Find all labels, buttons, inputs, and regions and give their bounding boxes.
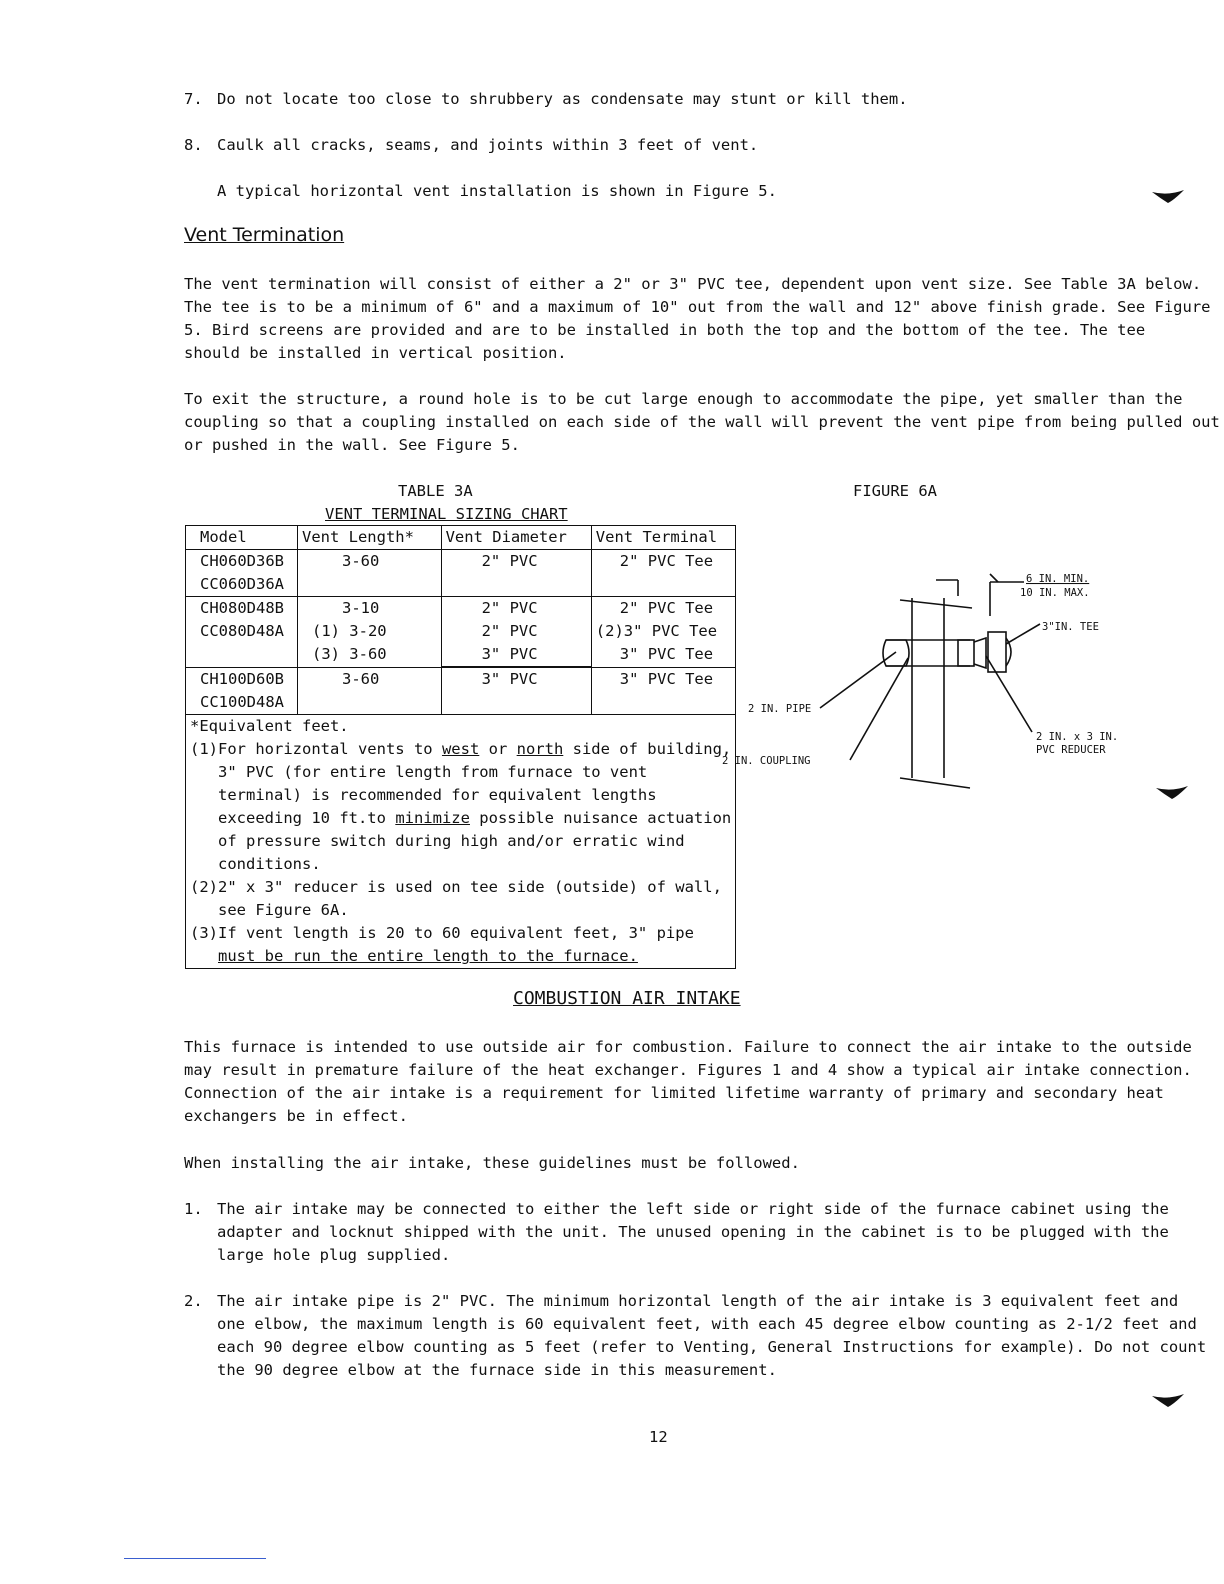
table-label: TABLE 3A	[398, 482, 473, 500]
note-1-line: 3" PVC (for entire length from furnace to vent	[218, 763, 648, 781]
list-number: 7.	[184, 90, 203, 108]
table-row	[186, 550, 736, 597]
leader-reducer	[986, 656, 1032, 732]
text-line: The air intake pipe is 2" PVC. The minimum horizontal length of the air intake is 3 equivalent feet and	[217, 1292, 1179, 1310]
note-emphasis: north	[516, 740, 564, 758]
table-header-row	[186, 526, 736, 550]
table-row	[186, 668, 736, 715]
header-vent-terminal: Vent Terminal	[591, 526, 736, 550]
text-line: This furnace is intended to use outside air for combustion. Failure to connect the air intake to the outside	[184, 1038, 1192, 1056]
wall-bottom-line	[900, 778, 970, 788]
model-cell: CH100D60B	[200, 670, 284, 688]
length-cell: (1) 3-20	[311, 622, 387, 640]
list-number: 8.	[184, 136, 203, 154]
note-text: possible nuisance actuation	[469, 809, 732, 827]
tee-body	[988, 632, 1006, 672]
diameter-cell: 2" PVC	[481, 622, 538, 640]
note-text: (1)For horizontal vents to	[190, 740, 442, 758]
label-coupling: 2 IN. COUPLING	[722, 755, 811, 767]
note-3: (3)If vent length is 20 to 60 equivalent feet, 3" pipe	[190, 924, 694, 942]
model-cell: CC060D36A	[200, 575, 284, 593]
list-text: Do not locate too close to shrubbery as condensate may stunt or kill them.	[217, 90, 908, 108]
length-cell: 3-60	[341, 552, 380, 570]
note-1	[190, 738, 731, 761]
text-line: adapter and locknut shipped with the unit. The unused opening in the cabinet is to be plugged with the	[217, 1223, 1169, 1241]
margin-mark-icon	[1152, 1394, 1184, 1408]
text-line: The tee is to be a minimum of 6" and a maximum of 10" out from the wall and 12" above finish grade. See Figure	[184, 298, 1211, 316]
model-cell: CC100D48A	[200, 693, 284, 711]
model-cell: CH080D48B	[200, 599, 284, 617]
diameter-cell: 2" PVC	[481, 552, 538, 570]
text-line: 5. Bird screens are provided and are to be installed in both the top and the bottom of the tee. The tee	[184, 321, 1146, 339]
terminal-cell: 3" PVC Tee	[619, 670, 714, 688]
section-heading-vent-termination: Vent Termination	[184, 224, 345, 246]
label-min: 6 IN. MIN.	[1026, 573, 1090, 585]
list-item-8	[184, 134, 759, 157]
text-line: Connection of the air intake is a requirement for limited lifetime warranty of primary and secondary heat	[184, 1084, 1164, 1102]
header-vent-diameter: Vent Diameter	[441, 526, 591, 550]
note-emphasis: minimize	[395, 809, 470, 827]
wall-top-line	[900, 600, 972, 608]
note-3-line: must be run the entire length to the furnace.	[218, 947, 638, 965]
diameter-cell: 3" PVC	[442, 643, 591, 667]
note-1-line: terminal) is recommended for equivalent lengths	[218, 786, 657, 804]
label-pipe: 2 IN. PIPE	[748, 703, 812, 715]
diameter-cell: 2" PVC	[481, 599, 538, 617]
note-1-line: of pressure switch during high and/or erratic wind	[218, 832, 685, 850]
margin-mark-icon	[1156, 786, 1188, 800]
length-cell: (3) 3-60	[311, 645, 387, 663]
text-line: each 90 degree elbow counting as 5 feet (refer to Venting, General Instructions for example). Do not count	[217, 1338, 1207, 1356]
note-1-line	[190, 807, 731, 830]
header-model: Model	[186, 526, 298, 550]
text-line: To exit the structure, a round hole is to be cut large enough to accommodate the pipe, yet smaller than the	[184, 390, 1183, 408]
combustion-item-1	[217, 1198, 1169, 1267]
combustion-paragraph-1	[184, 1036, 1192, 1128]
note-1-line: conditions.	[218, 855, 321, 873]
note-emphasis: west	[441, 740, 480, 758]
section-heading-combustion-air-intake: COMBUSTION AIR INTAKE	[513, 988, 741, 1009]
vent-termination-paragraph-1	[184, 273, 1211, 365]
label-tee: 3"IN. TEE	[1042, 621, 1099, 633]
diameter-cell: 3" PVC	[481, 670, 538, 688]
note-2-line: see Figure 6A.	[218, 901, 349, 919]
table-row	[186, 597, 736, 668]
note-text: or	[479, 740, 517, 758]
label-reducer-line-2: PVC REDUCER	[1036, 744, 1106, 756]
table-title: VENT TERMINAL SIZING CHART	[325, 505, 568, 523]
label-reducer-line-1: 2 IN. x 3 IN.	[1036, 731, 1119, 743]
model-cell: CC080D48A	[200, 622, 284, 640]
terminal-cell: 2" PVC Tee	[619, 599, 714, 617]
terminal-cell: (2)3" PVC Tee	[595, 622, 718, 640]
text-line: large hole plug supplied.	[217, 1246, 451, 1264]
table-notes-row	[186, 715, 736, 969]
margin-mark-icon	[1152, 190, 1184, 204]
text-line: exchangers be in effect.	[184, 1107, 408, 1125]
terminal-cell: 3" PVC Tee	[619, 645, 714, 663]
header-vent-length: Vent Length*	[297, 526, 441, 550]
page-number: 12	[649, 1428, 668, 1446]
combustion-paragraph-2: When installing the air intake, these guidelines must be followed.	[184, 1154, 800, 1172]
terminal-cell: 2" PVC Tee	[619, 552, 714, 570]
text-line: the 90 degree elbow at the furnace side in this measurement.	[217, 1361, 777, 1379]
figure-label: FIGURE 6A	[853, 482, 937, 500]
list-number: 2.	[184, 1292, 203, 1310]
figure5-reference: A typical horizontal vent installation is shown in Figure 5.	[217, 182, 777, 200]
note-text: side of building,	[563, 740, 732, 758]
text-line: The air intake may be connected to either the left side or right side of the furnace cabinet using the	[217, 1200, 1169, 1218]
length-cell: 3-60	[341, 670, 380, 688]
text-line: may result in premature failure of the heat exchanger. Figures 1 and 4 show a typical air intake connection.	[184, 1061, 1192, 1079]
text-line: coupling so that a coupling installed on each side of the wall will prevent the vent pipe from being pulled out	[184, 413, 1220, 431]
leader-tee	[1006, 624, 1040, 644]
list-text: Caulk all cracks, seams, and joints within 3 feet of vent.	[217, 136, 759, 154]
model-cell: CH060D36B	[200, 552, 284, 570]
text-line: The vent termination will consist of either a 2" or 3" PVC tee, dependent upon vent size. See Table 3A below.	[184, 275, 1202, 293]
model-cell	[200, 643, 293, 666]
text-line: one elbow, the maximum length is 60 equivalent feet, with each 45 degree elbow counting as 2-1/2 feet and	[217, 1315, 1197, 1333]
length-cell: 3-10	[341, 599, 380, 617]
reducer-shape	[974, 638, 986, 668]
leader-coupling	[850, 658, 908, 760]
note-2: (2)2" x 3" reducer is used on tee side (outside) of wall,	[190, 878, 722, 896]
note-equivalent: *Equivalent feet.	[190, 717, 349, 735]
dim-arrow	[990, 574, 998, 582]
figure-6a-diagram	[700, 560, 1160, 800]
combustion-item-2	[217, 1290, 1207, 1382]
note-text: exceeding 10 ft.to	[218, 809, 396, 827]
list-number: 1.	[184, 1200, 203, 1218]
label-max: 10 IN. MAX.	[1020, 587, 1090, 599]
text-line: or pushed in the wall. See Figure 5.	[184, 436, 520, 454]
list-item-7	[184, 88, 908, 111]
coupling-outside	[958, 640, 974, 666]
text-line: should be installed in vertical position.	[184, 344, 567, 362]
vent-sizing-table	[185, 525, 736, 969]
footer-rule	[124, 1558, 266, 1559]
vent-termination-paragraph-2	[184, 388, 1220, 457]
